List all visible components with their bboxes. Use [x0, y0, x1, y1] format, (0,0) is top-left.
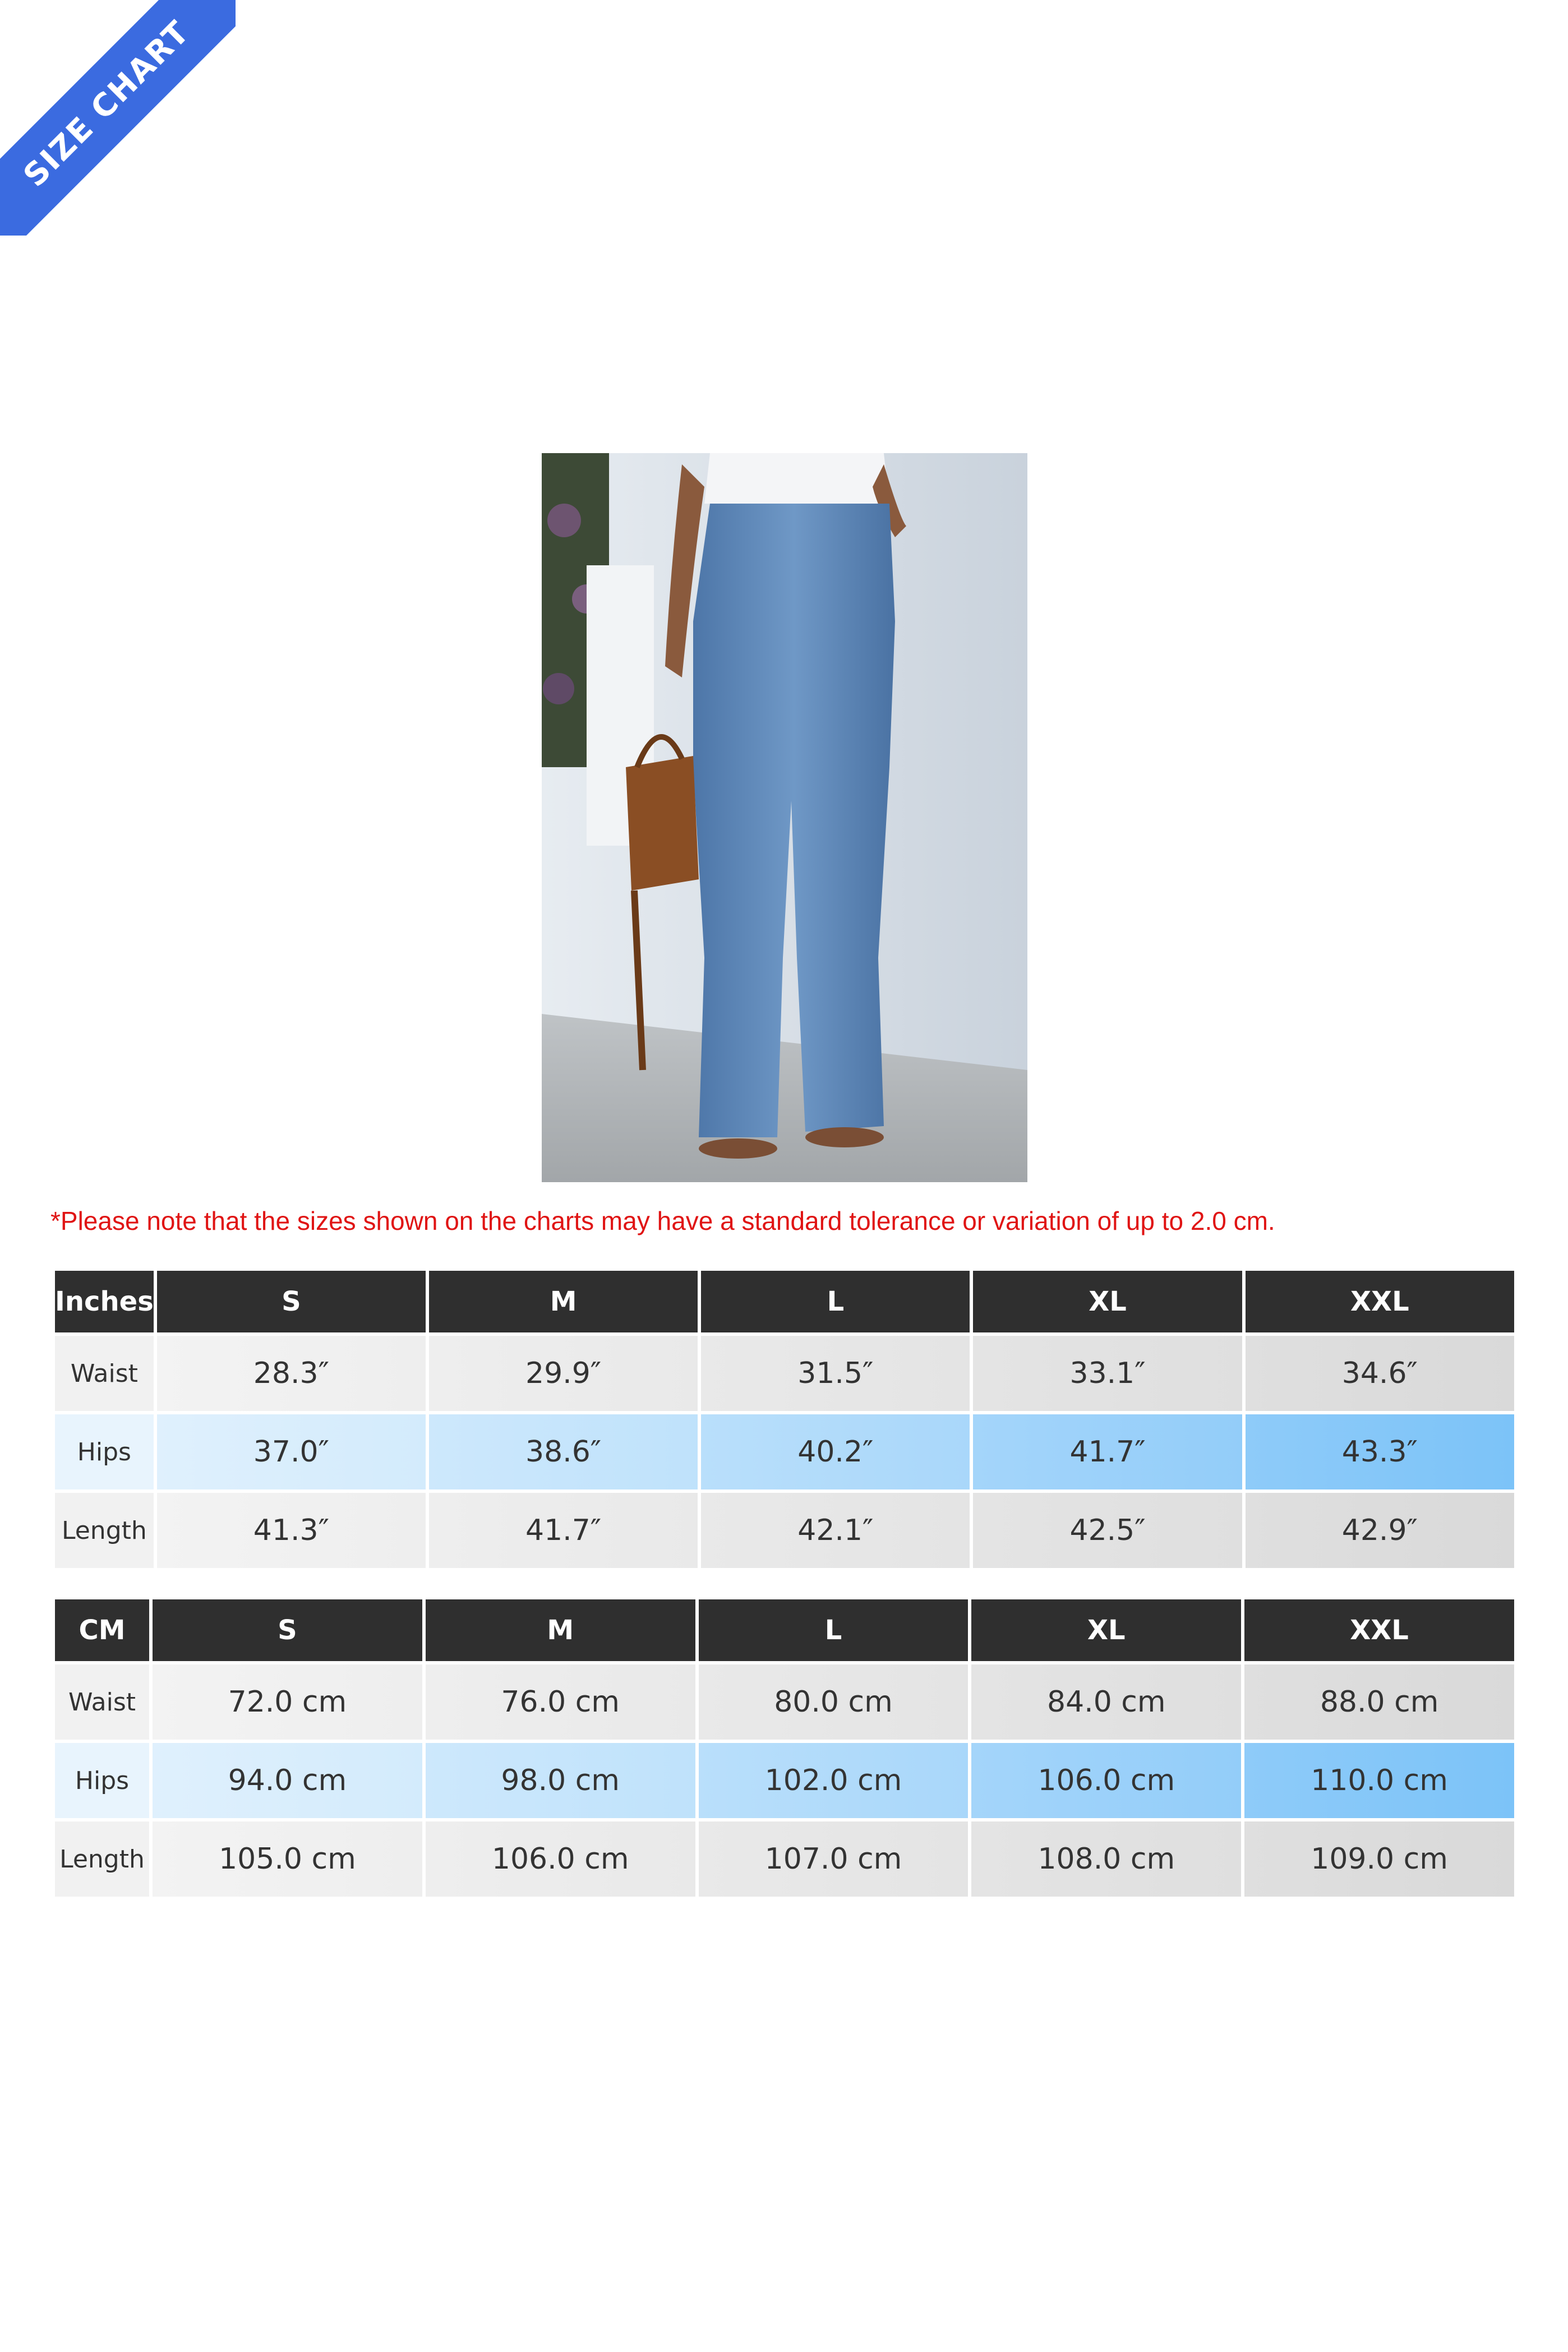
table-cell: 43.3″: [1246, 1414, 1514, 1489]
table-cell: 34.6″: [1246, 1336, 1514, 1411]
size-header: S: [153, 1599, 422, 1661]
row-label: Waist: [55, 1664, 149, 1740]
table-cell: 98.0 cm: [426, 1743, 695, 1818]
table-cell: 37.0″: [157, 1414, 426, 1489]
size-header: L: [699, 1599, 969, 1661]
size-tolerance-note: *Please note that the sizes shown on the charts may have a standard tolerance or variation of up to 2.0 cm.: [50, 1206, 1275, 1235]
ribbon-band: [0, 0, 236, 236]
table-cell: 42.9″: [1246, 1493, 1514, 1568]
row-label: Length: [55, 1493, 154, 1568]
size-header: XXL: [1244, 1599, 1514, 1661]
table-cell: 28.3″: [157, 1336, 426, 1411]
table-row-length: [55, 1493, 1514, 1568]
table-cell: 80.0 cm: [699, 1664, 969, 1740]
table-cell: 29.9″: [429, 1336, 698, 1411]
table-cell: 33.1″: [973, 1336, 1242, 1411]
size-table-cm: [52, 1596, 1518, 1900]
table-cell: 40.2″: [701, 1414, 970, 1489]
table-cell: 102.0 cm: [699, 1743, 969, 1818]
table-cell: 42.5″: [973, 1493, 1242, 1568]
table-header-row: [55, 1599, 1514, 1661]
table-cell: 41.7″: [973, 1414, 1242, 1489]
table-cell: 108.0 cm: [971, 1821, 1241, 1897]
table-cell: 109.0 cm: [1244, 1821, 1514, 1897]
table-row-length: [55, 1821, 1514, 1897]
table-header-row: [55, 1271, 1514, 1332]
table-cell: 38.6″: [429, 1414, 698, 1489]
table-row-hips: [55, 1743, 1514, 1818]
row-label: Waist: [55, 1336, 154, 1411]
table-cell: 31.5″: [701, 1336, 970, 1411]
table-cell: 72.0 cm: [153, 1664, 422, 1740]
table-cell: 42.1″: [701, 1493, 970, 1568]
table-cell: 106.0 cm: [426, 1821, 695, 1897]
row-label: Hips: [55, 1743, 149, 1818]
row-label: Hips: [55, 1414, 154, 1489]
size-table-inches: [52, 1267, 1518, 1571]
size-header: L: [701, 1271, 970, 1332]
table-cell: 110.0 cm: [1244, 1743, 1514, 1818]
corner-ribbon: [0, 0, 236, 236]
table-row-hips: [55, 1414, 1514, 1489]
table-row-waist: [55, 1336, 1514, 1411]
unit-label: CM: [55, 1599, 149, 1661]
table-cell: 76.0 cm: [426, 1664, 695, 1740]
table-cell: 88.0 cm: [1244, 1664, 1514, 1740]
size-header: XXL: [1246, 1271, 1514, 1332]
table-cell: 41.7″: [429, 1493, 698, 1568]
row-label: Length: [55, 1821, 149, 1897]
jeans-model-image: [542, 453, 1027, 1182]
size-header: S: [157, 1271, 426, 1332]
table-cell: 84.0 cm: [971, 1664, 1241, 1740]
ribbon-label: SIZE CHART: [16, 13, 197, 194]
table-cell: 107.0 cm: [699, 1821, 969, 1897]
product-photo: [542, 453, 1027, 1182]
size-header: M: [429, 1271, 698, 1332]
unit-label: Inches: [55, 1271, 154, 1332]
table-cell: 41.3″: [157, 1493, 426, 1568]
size-header: M: [426, 1599, 695, 1661]
table-cell: 106.0 cm: [971, 1743, 1241, 1818]
table-row-waist: [55, 1664, 1514, 1740]
size-header: XL: [973, 1271, 1242, 1332]
size-header: XL: [971, 1599, 1241, 1661]
table-cell: 94.0 cm: [153, 1743, 422, 1818]
table-cell: 105.0 cm: [153, 1821, 422, 1897]
